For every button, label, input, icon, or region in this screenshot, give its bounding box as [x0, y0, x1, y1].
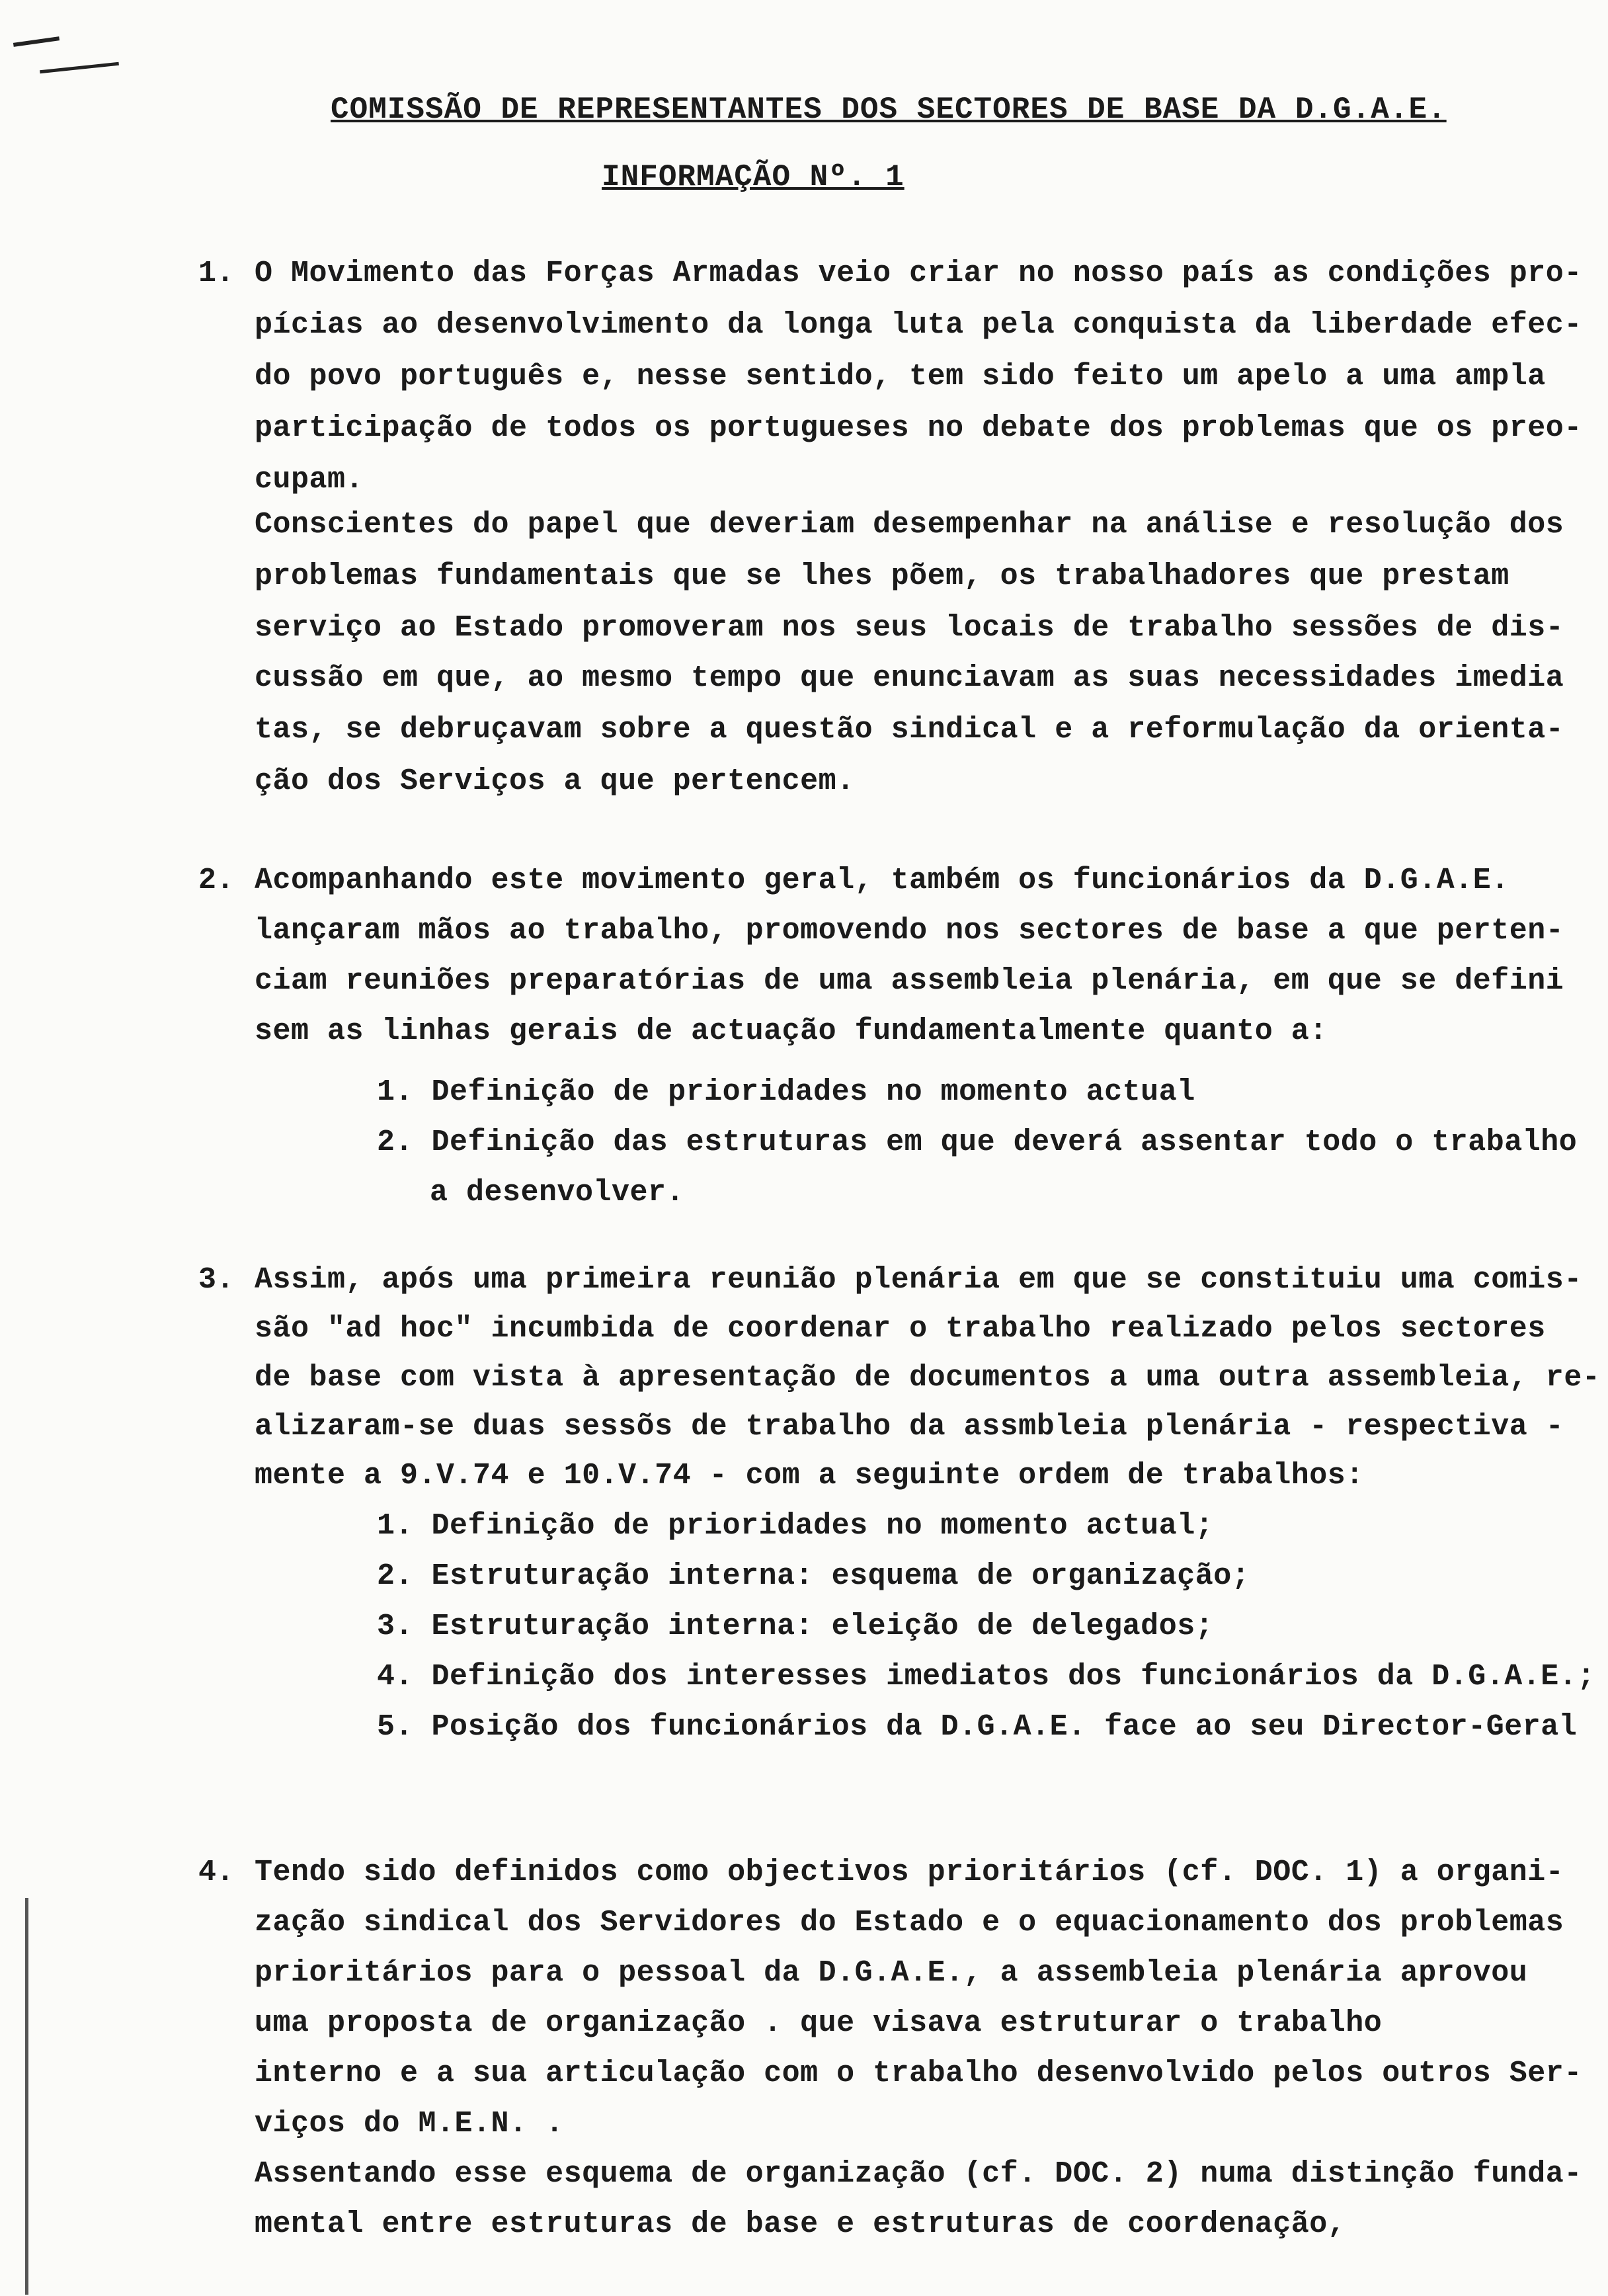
- section-4-line: prioritários para o pessoal da D.G.A.E., a assembleia plenária aprovou: [255, 1956, 1528, 1990]
- section-1-line: pícias ao desenvolvimento da longa luta pela conquista da liberdade efec-: [255, 308, 1582, 342]
- section-1-line: ção dos Serviços a que pertencem.: [255, 764, 855, 798]
- section-4-line: viços do M.E.N. .: [255, 2107, 564, 2141]
- section-4-number: 4.: [198, 1856, 235, 1889]
- section-2-list-item: 1. Definição de prioridades no momento actual: [377, 1075, 1195, 1109]
- section-2-list-item: 2. Definição das estruturas em que deverá assentar todo o trabalho: [377, 1126, 1578, 1159]
- section-4-line: mental entre estruturas de base e estruturas de coordenação,: [255, 2207, 1346, 2241]
- section-1-line: problemas fundamentais que se lhes põem, os trabalhadores que prestam: [255, 559, 1509, 593]
- section-3-list-item: 1. Definição de prioridades no momento actual;: [377, 1509, 1214, 1543]
- scan-mark-top-left: [13, 36, 60, 47]
- section-1-line: cupam.: [255, 463, 364, 497]
- section-3-line: de base com vista à apresentação de documentos a uma outra assembleia, re-: [255, 1361, 1601, 1395]
- section-3-list-item: 3. Estruturação interna: eleição de delegados;: [377, 1610, 1214, 1643]
- section-3-list-item: 4. Definição dos interesses imediatos dos funcionários da D.G.A.E.;: [377, 1660, 1595, 1694]
- section-4-line: zação sindical dos Servidores do Estado e o equacionamento dos problemas: [255, 1906, 1564, 1940]
- section-1-line: O Movimento das Forças Armadas veio criar no nosso país as condições pro-: [255, 257, 1582, 290]
- section-3-number: 3.: [198, 1263, 235, 1297]
- section-2-line: ciam reuniões preparatórias de uma assembleia plenária, em que se defini: [255, 964, 1564, 998]
- section-2-line: sem as linhas gerais de actuação fundamentalmente quanto a:: [255, 1014, 1328, 1048]
- section-4-line: Tendo sido definidos como objectivos prioritários (cf. DOC. 1) a organi-: [255, 1856, 1564, 1889]
- section-1-line: serviço ao Estado promoveram nos seus locais de trabalho sessões de dis-: [255, 611, 1564, 645]
- document-title: COMISSÃO DE REPRESENTANTES DOS SECTORES DE BASE DA D.G.A.E.: [331, 93, 1447, 127]
- section-1-line: cussão em que, ao mesmo tempo que enunciavam as suas necessidades imedia: [255, 661, 1564, 695]
- section-3-list-item: 2. Estruturação interna: esquema de organização;: [377, 1559, 1250, 1593]
- section-3-line: mente a 9.V.74 e 10.V.74 - com a seguinte ordem de trabalhos:: [255, 1459, 1364, 1493]
- section-1-line: participação de todos os portugueses no debate dos problemas que os preo-: [255, 411, 1582, 445]
- section-3-line: Assim, após uma primeira reunião plenária em que se constituiu uma comis-: [255, 1263, 1582, 1297]
- section-1-number: 1.: [198, 257, 235, 290]
- section-1-line: tas, se debruçavam sobre a questão sindical e a reformulação da orienta-: [255, 713, 1564, 747]
- section-2-line: lançaram mãos ao trabalho, promovendo nos sectores de base a que perten-: [255, 914, 1564, 948]
- scan-mark-left-edge: [25, 1898, 28, 2295]
- section-1-line: do povo português e, nesse sentido, tem sido feito um apelo a uma ampla: [255, 360, 1546, 393]
- section-1-line: Conscientes do papel que deveriam desempenhar na análise e resolução dos: [255, 508, 1564, 542]
- scan-mark-top-left-2: [40, 62, 119, 74]
- section-2-line: Acompanhando este movimento geral, também os funcionários da D.G.A.E.: [255, 864, 1509, 897]
- document-subtitle: INFORMAÇÃO Nº. 1: [602, 160, 904, 194]
- section-4-line: interno e a sua articulação com o trabalho desenvolvido pelos outros Ser-: [255, 2057, 1582, 2090]
- section-4-line: Assentando esse esquema de organização (cf. DOC. 2) numa distinção funda-: [255, 2157, 1582, 2191]
- section-3-list-item: 5. Posição dos funcionários da D.G.A.E. face ao seu Director-Geral: [377, 1710, 1578, 1744]
- section-4-line: uma proposta de organização . que visava estruturar o trabalho: [255, 2006, 1383, 2040]
- section-2-number: 2.: [198, 864, 235, 897]
- section-2-list-item: a desenvolver.: [430, 1176, 685, 1210]
- section-3-line: são "ad hoc" incumbida de coordenar o trabalho realizado pelos sectores: [255, 1312, 1546, 1346]
- section-3-line: alizaram-se duas sessõs de trabalho da assmbleia plenária - respectiva -: [255, 1410, 1564, 1444]
